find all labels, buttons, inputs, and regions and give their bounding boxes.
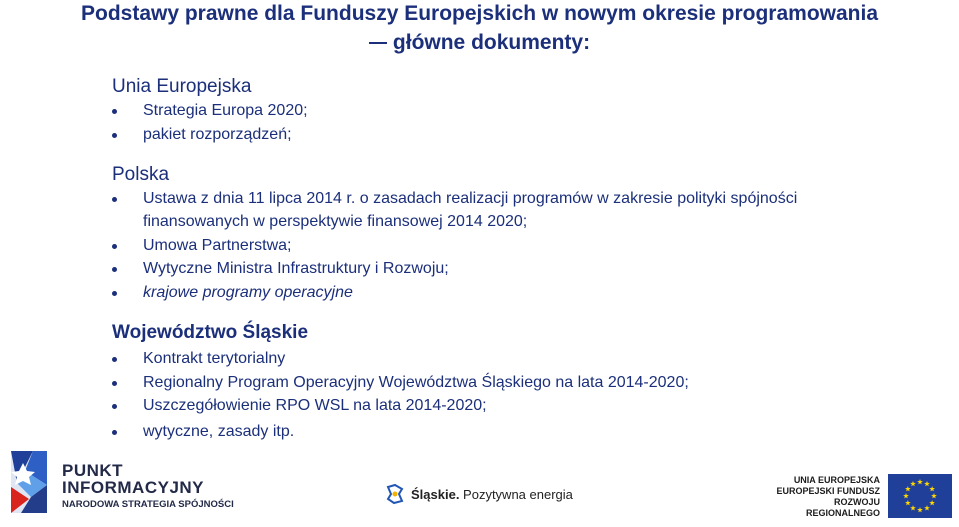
punkt-sub: NARODOWA STRATEGIA SPÓJNOŚCI [62,499,234,510]
bullet-icon [112,133,117,138]
punkt-text [62,462,204,496]
list-item-text: Wytyczne Ministra Infrastruktury i Rozwoju; [143,260,449,277]
bullet-icon [112,357,117,362]
list-item-text: krajowe programy operacyjne [143,284,353,301]
list-item-text: wytyczne, zasady itp. [143,423,295,440]
list-item-text: Umowa Partnerstwa; [143,237,292,254]
bullet-icon [112,404,117,409]
page-title: Podstawy prawne dla Funduszy Europejskich w nowym okresie programowania [80,2,879,25]
section-heading-eu: Unia Europejska [112,76,252,97]
list-item-text: pakiet rozporządzeń; [143,126,292,143]
list-item-text: Uszczegółowienie RPO WSL na lata 2014-2020; [143,397,487,414]
eu-flag-icon [888,474,952,518]
slaskie-name: Śląskie. [411,486,460,502]
list-item-text: Ustawa z dnia 11 lipca 2014 r. o zasadach realizacji programów w zakresie polityki spójności [143,190,798,207]
bullet-icon [112,291,117,296]
bullet-icon [112,197,117,202]
bullet-icon [112,244,117,249]
list-item-text: Kontrakt terytorialny [143,350,286,367]
list-item-text: Regionalny Program Operacyjny Województwa Śląskiego na lata 2014-2020; [143,374,689,391]
bullet-icon [112,381,117,386]
list-item-text: finansowanych w perspektywie finansowej 2014 2020; [143,213,528,230]
section-heading-sl: Województwo Śląskie [112,322,309,343]
subtitle-text: główne dokumenty: [392,31,591,54]
bullet-icon [112,430,117,435]
bullet-icon [112,267,117,272]
section-heading-pl: Polska [112,164,170,185]
dash-mark [369,42,387,44]
list-item-text: Strategia Europa 2020; [143,102,308,119]
page-subtitle [0,30,959,56]
eu-line2: EUROPEJSKI FUNDUSZ [776,486,880,496]
slaskie-logo [385,482,573,506]
eu-text [760,475,880,519]
slaskie-text [411,487,573,502]
eu-line1: UNIA EUROPEJSKA [793,475,880,485]
punkt-line2: INFORMACYJNY [62,478,205,497]
slaskie-emblem-icon [385,483,405,505]
slaskie-slogan: Pozytywna energia [459,486,573,502]
punkt-line1: PUNKT [62,461,124,480]
eu-line3: ROZWOJU REGIONALNEGO [805,497,880,518]
bullet-icon [112,109,117,114]
